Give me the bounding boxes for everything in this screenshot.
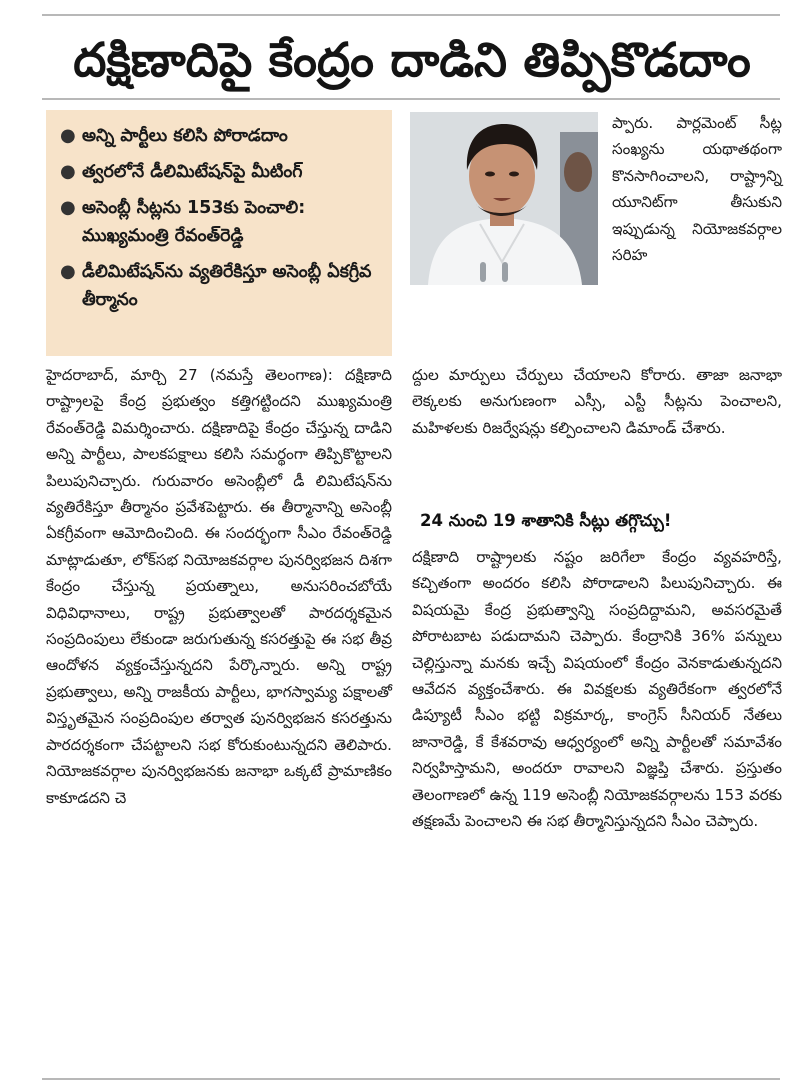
right-column-top [412, 362, 782, 441]
bullet-icon: ● [60, 161, 76, 182]
photo-side-column [612, 110, 782, 268]
subheading: 24 నుంచి 19 శాతానికి సీట్లు తగ్గొచ్చు! [420, 511, 672, 530]
right-column-bottom [412, 544, 782, 834]
bullet-icon: ● [60, 125, 76, 146]
paragraph: ద్దుల మార్పులు చేర్పులు చేయాలని కోరారు. తాజా జనాభా లెక్కలకు అనుగుణంగా ఎస్సీ, ఎస్టీ సీట్లను పెంచాలని, మహిళలకు రిజర్వేషన్లు కల్పించాలని డిమాండ్ చేశారు. [412, 366, 782, 437]
highlight-item [60, 122, 382, 150]
highlight-item [60, 258, 382, 314]
portrait-illustration [410, 112, 598, 285]
highlight-text: అసెంబ్లీ సీట్లను 153కు పెంచాలి: ముఖ్యమంత్రి రేవంత్‌రెడ్డి [82, 198, 306, 246]
highlights-box [46, 110, 392, 356]
top-rule [42, 14, 780, 16]
paragraph: దక్షిణాది రాష్ట్రాలకు నష్టం జరిగేలా కేంద్రం వ్యవహరిస్తే, కచ్చితంగా అందరం కలిసి పోరాడాలని పిలుపునిచ్చారు. ఈ విషయమై కేంద్ర ప్రభుత్వాన్ని సంప్రదిద్దామని, అవసరమైతే పోరాటబాట పడుదామని చెప్పారు. కేంద్రానికి 36% పన్నులు చెల్లిస్తున్నా మనకు ఇచ్చే విషయంలో కేంద్రం వెనకాడుతున్నదని ఆవేదన వ్యక్తంచేశారు. ఈ వివక్షలకు వ్యతిరేకంగా త్వరలోనే డిప్యూటీ సీఎం భట్టి విక్రమార్క, కాంగ్రెస్ సీనియర్ నేతలు జానారెడ్డి, కే కేశవరావు ఆధ్వర్యంలో అన్ని పార్టీలతో సమావేశం నిర్వహిస్తామని, అందరూ రావాలని విజ్ఞప్తి చేశారు. ప్రస్తుతం తెలంగాణలో ఉన్న 119 అసెంబ్లీ నియోజకవర్గాలను 153 వరకు తక్షణమే పెంచాలని ఈ సభ తీర్మానిస్తున్నదని సీఎం చెప్పారు. [412, 548, 782, 831]
highlight-item [60, 158, 382, 186]
bullet-icon: ● [60, 197, 76, 218]
chief-minister-photo [410, 112, 598, 285]
highlight-item [60, 194, 382, 250]
highlight-text: డీలిమిటేషన్‌ను వ్యతిరేకిస్తూ అసెంబ్లీ ఏకగ్రీవ తీర్మానం [82, 262, 372, 310]
paragraph: హైదరాబాద్, మార్చి 27 (నమస్తే తెలంగాణ): దక్షిణాది రాష్ట్రాలపై కేంద్ర ప్రభుత్వం కత్తిగట్టిందని ముఖ్యమంత్రి రేవంత్‌రెడ్డి విమర్శించారు. దక్షిణాదిపై కేంద్రం చేస్తున్న దాడిని అన్ని పార్టీలు, పాలకపక్షాలు కలిసి సమర్థంగా తిప్పికొట్టాలని పిలుపునిచ్చారు. గురువారం అసెంబ్లీలో డీ లిమిటేషన్‌ను వ్యతిరేకిస్తూ తీర్మానం ప్రవేశపెట్టారు. ఈ తీర్మానాన్ని అసెంబ్లీ ఏకగ్రీవంగా ఆమోదించింది. ఈ సందర్భంగా సీఎం రేవంత్‌రెడ్డి మాట్లాడుతూ, లోక్‌సభ నియోజకవర్గాల పునర్విభజన దిశగా కేంద్రం చేస్తున్న ప్రయత్నాలు, అనుసరించబోయే విధివిధానాలు, రాష్ట్ర ప్రభుత్వాలతో పారదర్శకమైన సంప్రదింపులు లేకుండా జరుగుతున్న కసరత్తుపై ఈ సభ తీవ్ర ఆందోళన వ్యక్తంచేస్తున్నదని పేర్కొన్నారు. అన్ని రాష్ట్ర ప్రభుత్వాలు, అన్ని రాజకీయ పార్టీలు, భాగస్వామ్య పక్షాలతో విస్తృతమైన సంప్రదింపుల తర్వాత పునర్విభజన కసరత్తును పారదర్శకంగా చేపట్టాలని సభ కోరుకుంటున్నదని తెలిపారు. నియోజకవర్గాల పునర్విభజనకు జనాభా ఒక్కటే ప్రామాణికం కాకూడదని చె [46, 366, 392, 807]
highlight-text: అన్ని పార్టీలు కలిసి పోరాడదాం [82, 126, 288, 146]
highlight-text: త్వరలోనే డీలిమిటేషన్‌పై మీటింగ్ [82, 162, 303, 182]
bullet-icon: ● [60, 261, 76, 282]
headline: దక్షిణాదిపై కేంద్రం దాడిని తిప్పికొడదాం [73, 33, 751, 88]
left-column [46, 362, 392, 811]
paragraph: ప్పారు. పార్లమెంట్ సీట్ల సంఖ్యను యథాతథంగా కొనసాగించాలని, రాష్ట్రాన్ని యూనిట్‌గా తీసుకుని ఇప్పుడున్న నియోజకవర్గాల సరిహ [612, 114, 782, 265]
bottom-rule [42, 1078, 780, 1080]
headline-rule [42, 98, 780, 100]
